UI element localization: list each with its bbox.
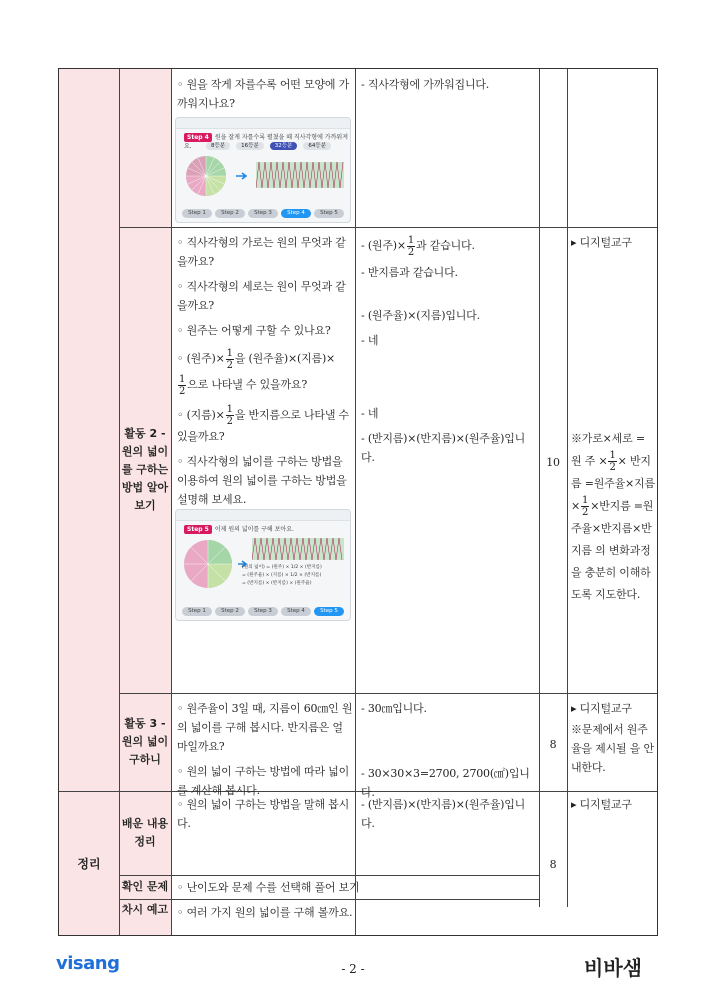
step-1[interactable]: Step 1 xyxy=(182,209,212,218)
summary-sub2: 확인 문제 xyxy=(121,880,169,893)
row2-screenshot xyxy=(175,509,351,621)
summary-sub2-question: ◦ 난이도와 문제 수를 선택해 풀어 보기 xyxy=(177,881,360,894)
circle-sectors-icon xyxy=(182,538,234,590)
summary-sub1-note: ▸ 디지털교구 xyxy=(571,798,632,811)
step-1[interactable]: Step 1 xyxy=(182,607,212,616)
step-2[interactable]: Step 2 xyxy=(215,607,245,616)
row1-answer: - 직사각형에 가까워집니다. xyxy=(361,78,490,91)
summary-sub3: 차시 예고 xyxy=(121,903,169,916)
chip-64[interactable]: 64등분 xyxy=(303,142,331,150)
fraction: $\frac{1}{2}$ xyxy=(407,234,415,258)
step-2[interactable]: Step 2 xyxy=(215,209,245,218)
row2-q3: ◦ 원주는 어떻게 구할 수 있나요? xyxy=(177,324,331,337)
fraction: $\frac{1}{2}$ xyxy=(179,373,186,397)
row1-step-bar xyxy=(182,209,344,218)
chip-8[interactable]: 8등분 xyxy=(206,142,230,150)
stage-column xyxy=(59,69,119,935)
row2-q4: ◦ (원주)× $\frac{1}{2}$ 을 (원주율)×(지름)× $\frac{1}{2}$ 으로 나타낼 수 있을까요? xyxy=(177,347,336,397)
row1-screenshot-title: Step 4 원을 잘게 자를수록 펼쳤을 때 직사각형에 가까워져요. xyxy=(184,134,348,150)
row3-stage-label: 활동 3 - 원의 넓이 구하니 xyxy=(121,717,169,766)
row3-time: 8 xyxy=(549,738,557,751)
row2-time: 10 xyxy=(546,456,560,469)
row2-q6: ◦ 직사각형의 넓이를 구하는 방법을 이용하여 원의 넓이를 구하는 방법을 설명해 보세요. xyxy=(177,455,347,506)
summary-stage-label: 정리 xyxy=(77,857,101,871)
rectangle-strip-icon xyxy=(256,162,344,188)
fraction: $\frac{1}{2}$ xyxy=(226,404,233,427)
step-3[interactable]: Step 3 xyxy=(248,607,278,616)
chip-16[interactable]: 16등분 xyxy=(236,142,264,150)
row3-notes: ▸ 디지털교구 ※문제에서 원주율을 제시될 을 안내한다. xyxy=(571,702,654,774)
row2-stage-label: 활동 2 - 원의 넓이를 구하는 방법 알아보기 xyxy=(121,427,169,512)
step-4[interactable]: Step 4 xyxy=(281,209,311,218)
row2-screenshot-title: Step 5 이제 원의 넓이를 구해 보아요. xyxy=(184,524,294,533)
row1-screenshot xyxy=(175,117,351,223)
circle-sectors-icon xyxy=(184,154,228,198)
row2-step-bar xyxy=(182,607,344,616)
summary-sub1-answer: - (반지름)×(반지름)×(원주율)입니다. xyxy=(361,798,526,830)
step-3[interactable]: Step 3 xyxy=(248,209,278,218)
summary-time: 8 xyxy=(549,858,557,871)
fraction: $\frac{1}{2}$ xyxy=(609,450,616,473)
visang-logo: visang xyxy=(56,953,120,974)
summary-sub1: 배운 내용 정리 xyxy=(121,817,169,848)
summary-sub1-question: ◦ 원의 넓이 구하는 방법을 말해 봅시다. xyxy=(177,798,350,830)
chip-32[interactable]: 32등분 xyxy=(270,142,298,150)
row2-q1: ◦ 직사각형의 가로는 원의 무엇과 같을까요? xyxy=(177,236,346,268)
fraction: $\frac{1}{2}$ xyxy=(226,347,233,371)
formula-lines: (원의 넓이) = (원주) × 1/2 × (반지름) = (원주율) × (지름) × 1/2 × (반지름) = (반지름) × (반지름) × (원주율) xyxy=(242,565,322,586)
row2-q2: ◦ 직사각형의 세로는 원이 무엇과 같을까요? xyxy=(177,280,346,312)
row3-answers: - 30㎝입니다. - 30×30×3=2700, 2700(㎠)입니다. xyxy=(361,702,530,799)
fraction: $\frac{1}{2}$ xyxy=(582,495,589,518)
row2-q5: ◦ (지름)× $\frac{1}{2}$ 을 반지름으로 나타낼 수 있을까요? xyxy=(177,404,349,443)
row2-questions xyxy=(177,233,353,515)
step-5[interactable]: Step 5 xyxy=(314,607,344,616)
vivasam-logo: 비바샘 xyxy=(584,956,642,980)
split-chips xyxy=(206,142,331,150)
summary-sub3-question: ◦ 여러 가지 원의 넓이를 구해 볼까요. xyxy=(177,906,353,919)
row3-questions: ◦ 원주율이 3일 때, 지름이 60㎝인 원의 넓이를 구해 봅시다. 반지름은 얼마일까요? ◦ 원의 넓이 구하는 방법에 따라 넓이를 계산해 봅시다. xyxy=(177,702,353,797)
row2-answers: - (원주)× $\frac{1}{2}$ 과 같습니다. - 반지름과 같습니다. - (원주율)×(지름)입니다. - 네 - 네 - (반지름)×(반지름)×(원주율)입니다. xyxy=(361,234,526,464)
step-4[interactable]: Step 4 xyxy=(281,607,311,616)
row1-question: ◦ 원을 작게 자를수록 어떤 모양에 가까워지나요? xyxy=(177,78,350,110)
lesson-plan-table xyxy=(58,68,658,936)
rectangle-strip-icon xyxy=(252,538,344,560)
page-number: - 2 - xyxy=(341,962,365,976)
step-5[interactable]: Step 5 xyxy=(314,209,344,218)
row2-notes: ▸ 디지털교구 ※가로×세로 = 원 주 × $\frac{1}{2}$ × 반지름 =원주율×지름 × $\frac{1}{2}$ ×반지름 =원주율×반지름×반지름 의 변화과정을 충분히 이해하도록 지도한다. xyxy=(571,236,655,601)
arrow-right-icon xyxy=(236,172,248,180)
